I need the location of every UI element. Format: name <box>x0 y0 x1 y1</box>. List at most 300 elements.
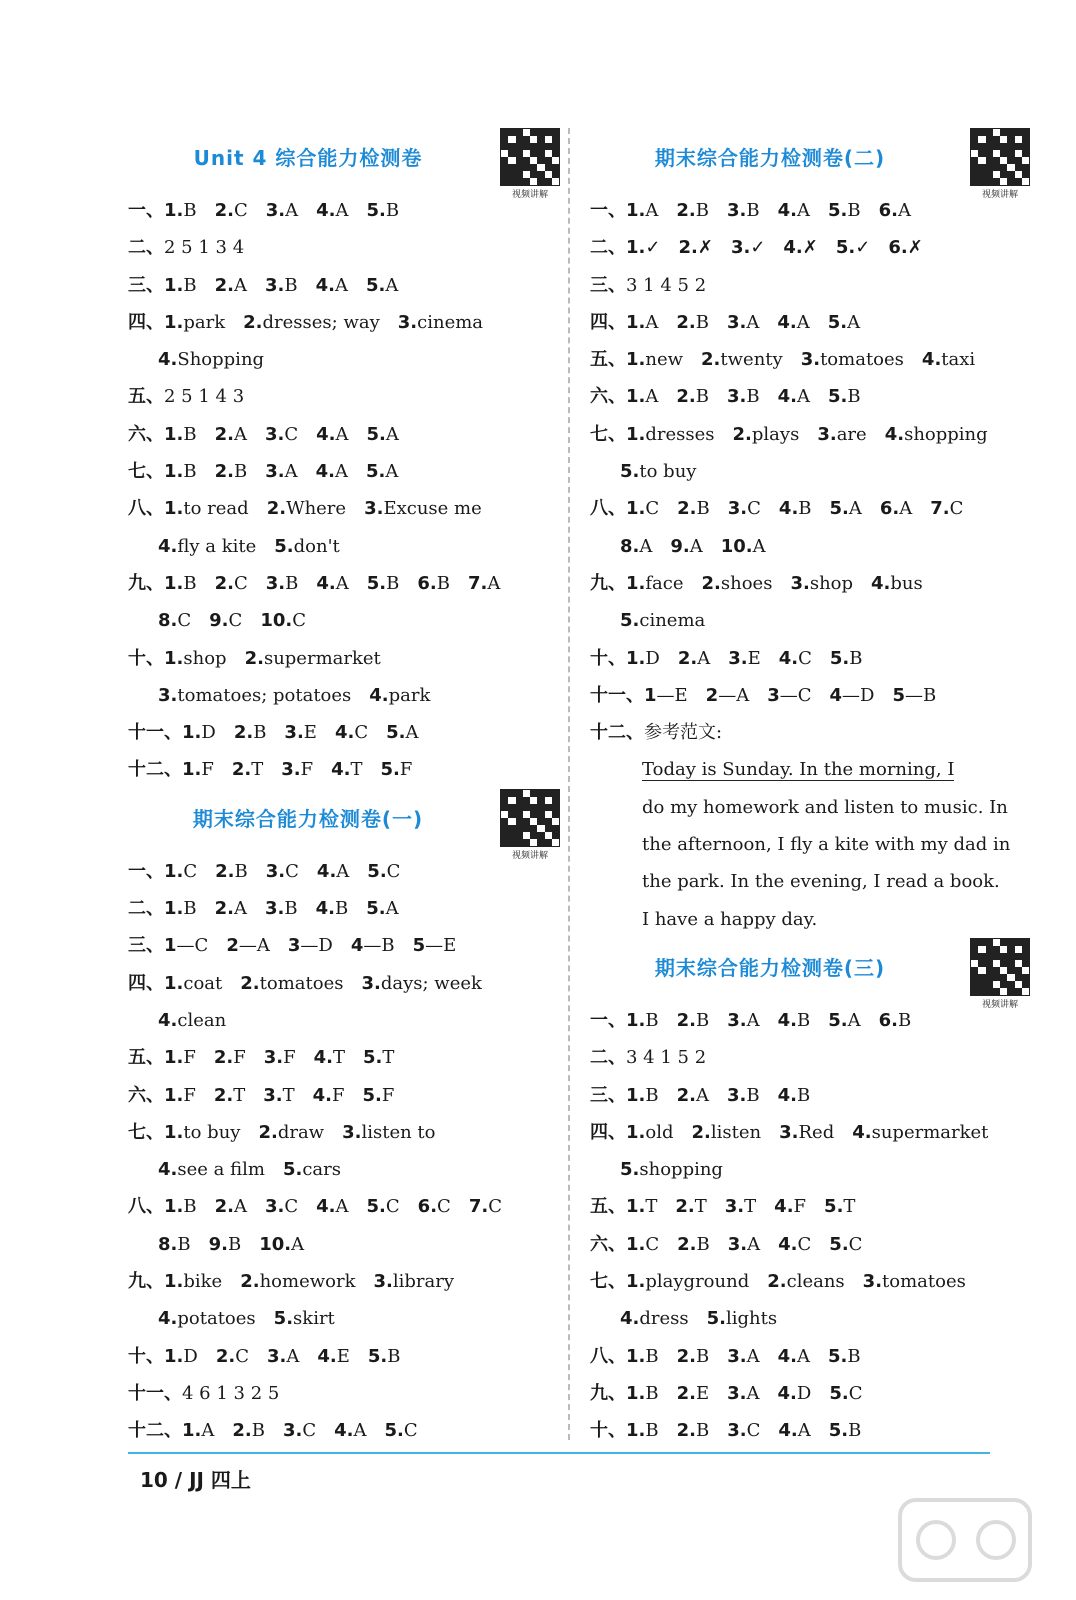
answer-value: D <box>645 647 660 669</box>
answer-value: B <box>848 1420 862 1442</box>
answer-item <box>829 1383 862 1404</box>
answer-value: shop <box>183 647 227 669</box>
answer-value: C <box>292 610 306 632</box>
answer-value: B <box>695 1420 710 1442</box>
answer-value: A <box>334 274 348 296</box>
answer-item <box>215 861 248 882</box>
answer-item <box>367 1196 400 1217</box>
question-section-label: 十二、 <box>128 759 182 781</box>
answer-value: C <box>233 200 248 221</box>
answer-item <box>670 536 702 557</box>
question-number: 1. <box>182 759 202 781</box>
answer-value: don't <box>293 535 340 557</box>
question-number: 5. <box>274 535 294 557</box>
question-number: 2. <box>732 423 752 445</box>
question-number: 1. <box>626 1009 646 1031</box>
answer-value: A <box>385 274 399 296</box>
question-number: 9. <box>209 610 229 632</box>
answer-value: B <box>251 1420 265 1442</box>
question-number: 4. <box>778 498 799 520</box>
answer-value: —C <box>779 684 812 706</box>
answer-item <box>182 759 214 780</box>
answer-value: shop <box>809 572 854 594</box>
answer-item <box>779 648 812 669</box>
answer-item <box>386 722 418 743</box>
answer-item <box>677 1085 709 1106</box>
question-number: 4. <box>871 572 891 594</box>
question-section-label: 九、 <box>128 1271 164 1293</box>
answer-item <box>381 759 413 780</box>
answer-value: C <box>233 572 248 594</box>
question-number: 3. <box>263 1047 284 1069</box>
question-number: 1. <box>626 1271 646 1293</box>
answer-row <box>590 1039 1030 1076</box>
answer-row <box>128 714 560 751</box>
question-number: 4. <box>313 1047 333 1069</box>
question-number: 3. <box>264 423 285 445</box>
question-number: 2. <box>215 1345 236 1367</box>
answer-row <box>128 304 560 341</box>
section-title: 期末综合能力检测卷(二) <box>654 146 886 170</box>
answer-item <box>930 498 963 519</box>
answer-row <box>128 229 560 266</box>
answer-value: days; week <box>380 972 482 994</box>
question-number: 1. <box>164 1196 184 1218</box>
answer-item <box>164 275 197 296</box>
answer-row <box>128 640 560 677</box>
answer-value: skirt <box>293 1308 335 1330</box>
answer-item <box>164 973 222 994</box>
question-section-label: 十二、 <box>590 722 644 744</box>
question-number: 4. <box>369 684 389 706</box>
question-number: 1. <box>626 647 646 669</box>
answer-item <box>702 573 773 594</box>
question-number: 3. <box>361 972 381 994</box>
answer-item <box>721 536 766 557</box>
question-number: 4. <box>316 1196 336 1218</box>
answer-item <box>468 573 500 594</box>
answer-row <box>590 528 1030 565</box>
answer-row <box>590 1002 1030 1039</box>
answer-row <box>590 304 1030 341</box>
question-number: 1. <box>626 1233 646 1255</box>
qr-code-icon[interactable] <box>970 938 1030 1008</box>
answer-item <box>367 200 400 221</box>
answer-item <box>677 1234 710 1255</box>
answer-value: ✗ <box>907 237 923 259</box>
answer-value: A <box>335 200 349 221</box>
answer-item <box>675 1196 706 1217</box>
answer-value: Red <box>798 1121 835 1143</box>
answer-item <box>266 200 298 221</box>
answer-value: B <box>645 1345 659 1367</box>
answer-value: B <box>177 1233 191 1255</box>
question-section-label: 十一、 <box>128 722 182 744</box>
answer-row <box>128 677 560 714</box>
answer-item <box>620 536 652 557</box>
answer-item <box>469 1196 502 1217</box>
answer-value: B <box>387 1345 401 1367</box>
question-number: 3. <box>726 200 747 221</box>
answer-item <box>164 898 197 919</box>
answer-item <box>620 461 696 482</box>
answer-item <box>158 1010 226 1031</box>
answer-item <box>626 386 658 407</box>
answer-value: to buy <box>183 1121 241 1143</box>
answer-value: A <box>335 1196 349 1218</box>
question-number: 2. <box>675 1196 695 1218</box>
question-number: 3. <box>800 349 821 371</box>
answer-item <box>677 498 710 519</box>
answer-value: ✓ <box>645 237 661 259</box>
answer-item <box>778 1346 810 1367</box>
answer-value: C <box>747 498 761 520</box>
answer-value: C <box>403 1420 418 1442</box>
question-number: 2. <box>244 647 264 669</box>
answer-value: A <box>335 572 349 594</box>
question-number: 4. <box>315 274 335 296</box>
answer-value: C <box>848 1233 863 1255</box>
answer-row <box>590 1114 1030 1151</box>
answer-value: draw <box>277 1121 325 1143</box>
answer-item <box>164 1085 196 1106</box>
answer-value: T <box>233 1084 246 1106</box>
answer-value: B <box>847 200 861 221</box>
answer-row <box>590 1151 1030 1188</box>
question-number: 3. <box>727 1420 747 1442</box>
answer-value: fly a kite <box>177 535 257 557</box>
answer-value: B <box>746 386 760 408</box>
answer-text: 4 6 1 3 2 5 <box>182 1382 280 1404</box>
answer-item <box>215 1196 247 1217</box>
answer-value: playground <box>645 1271 750 1293</box>
answer-value: A <box>335 423 349 445</box>
question-number: 1. <box>626 572 646 594</box>
answer-value: A <box>645 386 659 408</box>
answer-item <box>863 1271 966 1292</box>
answer-row <box>590 416 1030 453</box>
answer-value: B <box>183 200 197 221</box>
answer-value: C <box>177 610 192 632</box>
answer-item <box>367 573 400 594</box>
answer-item <box>266 861 299 882</box>
answer-value: A <box>796 311 810 333</box>
question-section-label: 九、 <box>590 572 626 594</box>
answer-value: B <box>285 572 299 594</box>
answer-value: A <box>697 647 711 669</box>
answer-item <box>626 312 658 333</box>
question-number: 1. <box>164 860 184 882</box>
answer-item <box>314 1047 345 1068</box>
right-column <box>590 128 1030 1450</box>
answer-list <box>128 853 560 1450</box>
answer-value: cars <box>302 1159 341 1181</box>
question-number: 1 <box>644 684 657 706</box>
answer-row <box>128 378 560 415</box>
answer-item <box>342 1122 435 1143</box>
question-number: 4. <box>158 1308 178 1330</box>
question-section-label: 五、 <box>128 1047 164 1069</box>
answer-row <box>128 602 560 639</box>
answer-item <box>283 1159 341 1180</box>
answer-value: T <box>251 759 264 781</box>
question-number: 4 <box>350 935 364 957</box>
question-number: 3. <box>264 274 285 296</box>
answer-item <box>313 1085 345 1106</box>
answer-value: A <box>385 423 399 445</box>
answer-value: E <box>695 1382 710 1404</box>
answer-row <box>128 1263 560 1300</box>
question-number: 2. <box>701 349 721 371</box>
question-number: 5. <box>367 1345 388 1367</box>
answer-item <box>626 498 659 519</box>
answer-value: B <box>183 572 197 594</box>
question-number: 5. <box>366 1196 386 1218</box>
question-section-label: 五、 <box>590 349 626 371</box>
question-number: 1. <box>626 1121 646 1143</box>
question-number: 4. <box>777 311 797 333</box>
answer-item <box>778 1010 811 1031</box>
question-number: 2. <box>214 898 234 920</box>
question-section-label: 二、 <box>590 237 626 259</box>
question-section-label: 九、 <box>590 1382 626 1404</box>
answer-item <box>182 722 216 743</box>
qr-label: 视频讲解 <box>511 850 548 861</box>
qr-code-icon[interactable] <box>970 128 1030 198</box>
question-number: 5. <box>835 237 856 259</box>
question-number: 1. <box>164 498 184 520</box>
question-number: 4. <box>777 1382 797 1404</box>
answer-value: T <box>350 759 363 781</box>
answer-item <box>801 349 904 370</box>
question-number: 1. <box>182 722 202 744</box>
answer-item <box>240 1271 355 1292</box>
answer-row <box>128 528 560 565</box>
qr-code-icon[interactable] <box>500 128 560 198</box>
question-number: 2. <box>676 200 696 221</box>
answer-value: A <box>233 274 247 296</box>
question-number: 1. <box>164 972 184 994</box>
answer-value: D <box>796 1382 812 1404</box>
question-number: 3. <box>281 759 301 781</box>
answer-item <box>725 1196 756 1217</box>
answer-item <box>158 1159 265 1180</box>
answer-item <box>245 648 381 669</box>
answer-item <box>790 573 853 594</box>
answer-value: —E <box>656 684 688 706</box>
answer-item <box>778 1085 811 1106</box>
answer-item <box>728 498 761 519</box>
question-number: 2. <box>701 572 721 594</box>
answer-item <box>727 1420 760 1441</box>
question-section-label: 三、 <box>590 274 626 296</box>
question-number: 5. <box>365 274 386 296</box>
answer-value: F <box>332 1084 345 1106</box>
qr-code-icon[interactable] <box>500 789 560 859</box>
answer-value: twenty <box>720 349 783 371</box>
question-section-label: 八、 <box>128 498 164 520</box>
answer-value: F <box>183 1084 196 1106</box>
answer-value: A <box>796 386 810 408</box>
answer-item <box>871 573 923 594</box>
answer-value: B <box>897 1009 912 1031</box>
answer-value: plays <box>751 423 800 445</box>
answer-row <box>590 341 1030 378</box>
answer-item <box>626 1420 659 1441</box>
question-number: 3. <box>263 1084 283 1106</box>
question-number: 5. <box>384 1420 404 1442</box>
answer-item <box>701 349 783 370</box>
question-number: 2. <box>676 1009 696 1031</box>
answer-value: supermarket <box>871 1121 989 1143</box>
answer-value: B <box>183 1196 197 1218</box>
answer-item <box>258 1122 324 1143</box>
answer-item <box>828 200 861 221</box>
answer-item <box>164 1047 196 1068</box>
question-section-label: 二、 <box>128 898 164 920</box>
answer-item <box>692 1122 762 1143</box>
answer-item <box>215 898 247 919</box>
answer-value: B <box>334 898 349 920</box>
answer-item <box>830 648 863 669</box>
answer-value: A <box>796 200 810 221</box>
question-number: 5. <box>366 898 386 920</box>
question-number: 3. <box>264 898 285 920</box>
answer-item <box>727 386 760 407</box>
answer-item <box>284 722 317 743</box>
answer-item <box>678 237 712 258</box>
answer-item <box>892 685 936 706</box>
answer-value: —E <box>425 935 457 957</box>
answer-item <box>727 1346 759 1367</box>
answer-value: A <box>639 535 653 557</box>
sample-essay <box>590 751 1030 937</box>
question-number: 1 <box>164 935 177 957</box>
answer-item <box>829 1420 862 1441</box>
question-number: 4. <box>777 200 797 221</box>
answer-item <box>335 722 368 743</box>
answer-item <box>727 1085 760 1106</box>
answer-value: A <box>746 1345 760 1367</box>
answer-value: B <box>183 423 197 445</box>
answer-item <box>676 312 709 333</box>
question-number: 1. <box>164 461 184 483</box>
answer-item <box>158 610 191 631</box>
question-number: 1. <box>626 1382 646 1404</box>
question-number: 2. <box>676 1084 696 1106</box>
answer-value: A <box>752 535 766 557</box>
question-number: 2. <box>214 423 234 445</box>
question-number: 3. <box>727 1009 747 1031</box>
answer-item <box>363 1047 394 1068</box>
question-number: 1. <box>164 423 184 445</box>
question-number: 6. <box>878 1009 898 1031</box>
answer-value: A <box>747 1233 761 1255</box>
answer-item <box>778 200 810 221</box>
answer-value: —B <box>363 935 395 957</box>
question-number: 4. <box>158 1159 178 1181</box>
question-number: 3. <box>265 572 286 594</box>
answer-value: see a film <box>177 1159 265 1181</box>
answer-item <box>266 573 299 594</box>
answer-value: B <box>645 1009 659 1031</box>
answer-value: Where <box>286 498 347 520</box>
question-section-label: 十、 <box>590 1420 626 1442</box>
answer-item <box>777 312 809 333</box>
question-section-label: 八、 <box>590 1345 626 1367</box>
answer-value: shopping <box>639 1159 723 1181</box>
answer-text: 2 5 1 3 4 <box>164 237 245 259</box>
question-number: 3. <box>158 684 178 706</box>
answer-value: shopping <box>904 423 988 445</box>
question-section-label: 六、 <box>590 1233 626 1255</box>
answer-value: old <box>645 1121 674 1143</box>
answer-value: B <box>695 386 709 408</box>
question-number: 5. <box>829 1382 849 1404</box>
question-number: 5. <box>620 1159 640 1181</box>
answer-item <box>767 1271 844 1292</box>
answer-item <box>880 498 912 519</box>
question-number: 7. <box>468 1196 489 1218</box>
answer-item <box>677 1010 710 1031</box>
answer-value: —C <box>176 935 209 957</box>
qr-label: 视频讲解 <box>981 999 1018 1010</box>
question-number: 4. <box>334 722 355 744</box>
question-number: 5. <box>827 1345 848 1367</box>
question-number: 3. <box>727 1382 747 1404</box>
answer-item <box>626 1383 659 1404</box>
question-number: 3. <box>728 647 748 669</box>
answer-item <box>164 1271 222 1292</box>
answer-item <box>727 312 759 333</box>
question-number: 3. <box>266 1345 287 1367</box>
question-number: 1. <box>626 423 646 445</box>
answer-value: C <box>798 647 812 669</box>
answer-value: park <box>183 311 226 333</box>
answer-item <box>828 1346 861 1367</box>
answer-value: A <box>285 200 299 221</box>
answer-item <box>240 973 343 994</box>
answer-value: A <box>645 311 659 333</box>
question-number: 2. <box>677 498 697 520</box>
answer-row <box>128 1375 560 1412</box>
answer-item <box>778 1420 810 1441</box>
answer-item <box>828 1010 860 1031</box>
answer-value: B <box>796 1009 811 1031</box>
question-section-label: 十、 <box>128 1345 164 1367</box>
answer-row <box>128 1338 560 1375</box>
answer-value: A <box>233 1196 247 1218</box>
answer-item <box>677 1420 710 1441</box>
question-number: 5. <box>386 722 406 744</box>
question-number: 2 <box>705 684 719 706</box>
question-number: 5 <box>412 935 426 957</box>
answer-value: B <box>746 1084 760 1106</box>
question-number: 2. <box>214 274 234 296</box>
answer-item <box>334 1420 366 1441</box>
answer-item <box>783 237 817 258</box>
question-number: 1. <box>164 1271 184 1293</box>
question-number: 4. <box>777 386 797 408</box>
question-number: 5. <box>363 1047 383 1069</box>
question-number: 2. <box>214 1196 234 1218</box>
answer-row <box>128 341 560 378</box>
answer-item <box>164 935 208 956</box>
answer-value: T <box>843 1196 856 1218</box>
question-number: 4. <box>315 461 335 483</box>
answer-item <box>216 1346 249 1367</box>
question-number: 3. <box>727 1233 748 1255</box>
